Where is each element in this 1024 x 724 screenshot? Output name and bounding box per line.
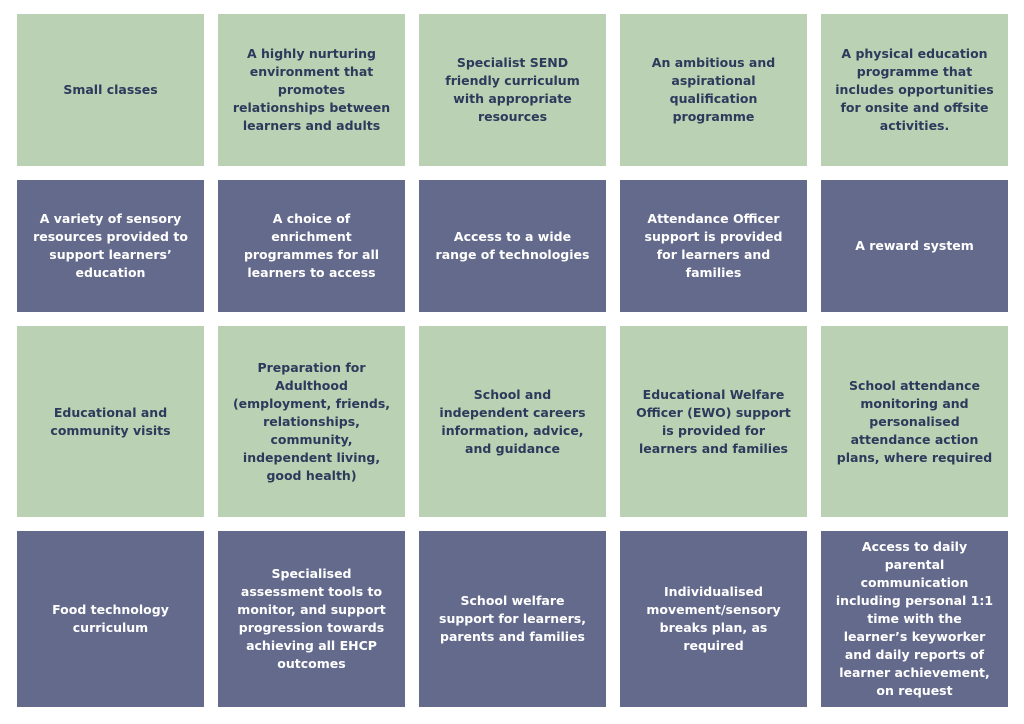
tile-text: Educational Welfare Officer (EWO) support is provided for learners and families — [636, 386, 791, 456]
provision-tile-attendance-officer — [620, 180, 807, 312]
tile-text: School attendance monitoring and personalised attendance action plans, where required — [836, 377, 993, 465]
tile-text: Small classes — [63, 82, 158, 97]
tile-text: Access to a wide range of technologies — [435, 229, 590, 262]
tile-text: Access to daily parental communication including personal 1:1 time with the learner’s keyworker and daily reports of learner achievement, on request — [835, 539, 994, 698]
provision-tile-enrichment-programmes — [218, 180, 405, 312]
provision-tile-nurturing-environment — [218, 14, 405, 166]
provision-tile-assessment-tools — [218, 531, 405, 707]
tile-text: School welfare support for learners, parents and families — [439, 593, 586, 644]
tile-text: Preparation for Adulthood (employment, friends, relationships, community, independent living, good health) — [232, 359, 391, 483]
tile-text: Individualised movement/sensory breaks plan, as required — [646, 584, 781, 653]
tile-text: Specialist SEND friendly curriculum with appropriate resources — [445, 55, 580, 124]
tile-text: School and independent careers information, advice, and guidance — [439, 386, 586, 456]
tile-text: A variety of sensory resources provided to support learners’ education — [33, 211, 188, 280]
provision-tile-community-visits — [17, 326, 204, 517]
provision-tile-attendance-monitoring — [821, 326, 1008, 517]
provision-tile-sensory-breaks — [620, 531, 807, 707]
provision-tile-send-curriculum — [419, 14, 606, 166]
provision-tile-small-classes — [17, 14, 204, 166]
tile-text: An ambitious and aspirational qualification programme — [651, 55, 776, 124]
provision-tile-qualification-programme — [620, 14, 807, 166]
provision-tile-careers-guidance — [419, 326, 606, 517]
provision-tile-ewo-support — [620, 326, 807, 517]
provision-tile-food-technology — [17, 531, 204, 707]
tile-text: Attendance Officer support is provided for learners and families — [644, 211, 783, 280]
tile-text: Specialised assessment tools to monitor, and support progression towards achieving all EHCP outcomes — [237, 566, 386, 671]
provision-tile-physical-education — [821, 14, 1008, 166]
provision-tile-reward-system — [821, 180, 1008, 312]
tile-text: Educational and community visits — [50, 404, 171, 438]
tile-text: A choice of enrichment programmes for all learners to access — [243, 211, 380, 280]
tile-text: A highly nurturing environment that promotes relationships between learners and adults — [232, 46, 391, 133]
tile-text: Food technology curriculum — [52, 602, 169, 635]
provision-tile-preparation-for-adulthood — [218, 326, 405, 517]
provision-tile-sensory-resources — [17, 180, 204, 312]
provision-tile-welfare-support — [419, 531, 606, 707]
provision-tile-parental-communication — [821, 531, 1008, 707]
provision-tile-technologies — [419, 180, 606, 312]
tile-text: A reward system — [855, 238, 974, 253]
tile-text: A physical education programme that includes opportunities for onsite and offsite activities. — [835, 46, 994, 133]
